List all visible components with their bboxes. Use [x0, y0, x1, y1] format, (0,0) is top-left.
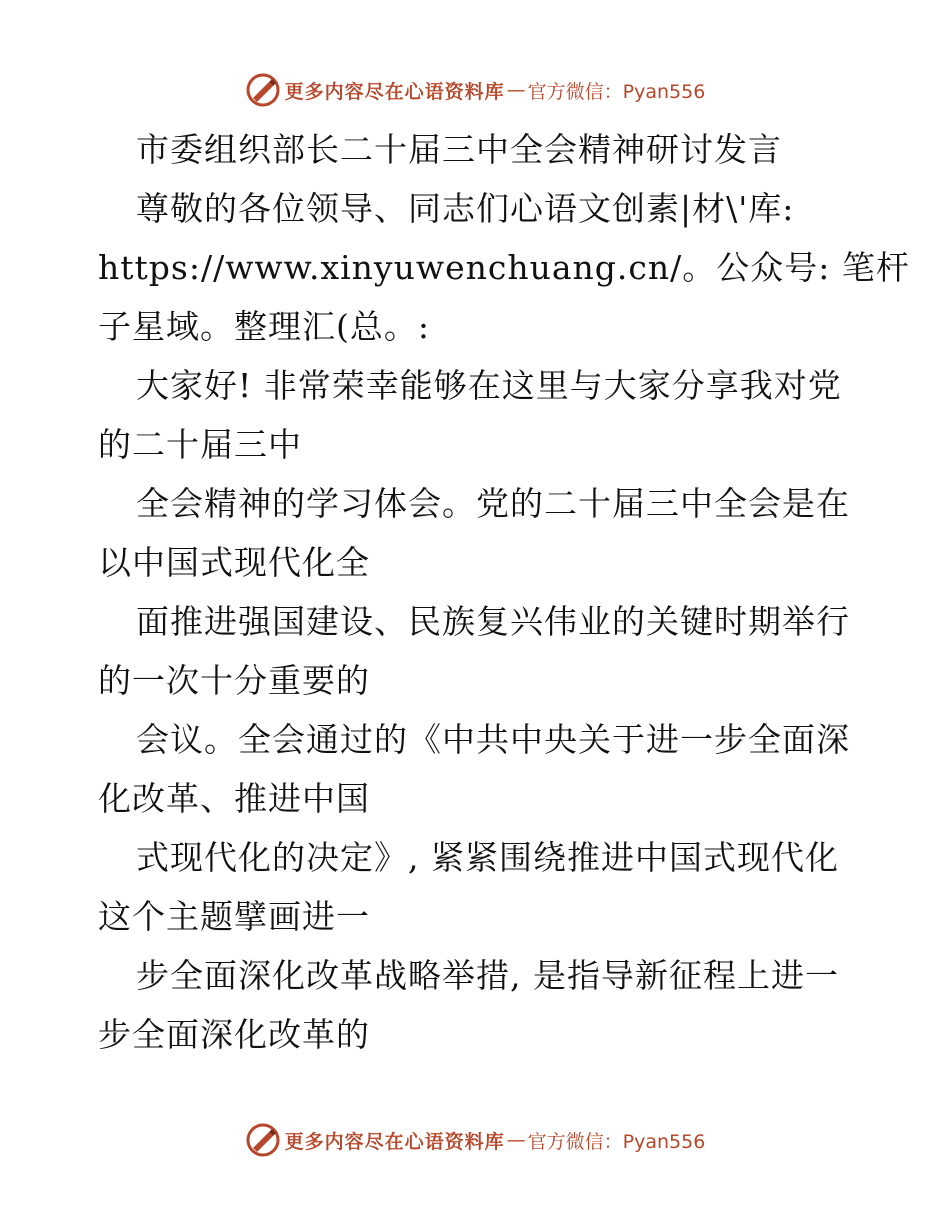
text-line: 会议。全会通过的《中共中央关于进一步全面深 [136, 720, 850, 759]
pen-logo-icon [245, 1122, 281, 1158]
banner-dash: — [506, 1129, 526, 1151]
text-line: 步全面深化改革的 [98, 1015, 370, 1054]
pen-logo-icon [245, 72, 281, 108]
text-line: 的一次十分重要的 [98, 661, 370, 700]
text-line: 以中国式现代化全 [98, 543, 370, 582]
banner-dash: — [506, 79, 526, 101]
text-line: https://www.xinyuwenchuang.cn/。公众号: 笔杆 [98, 248, 910, 287]
header-banner [0, 70, 950, 110]
text-line: 步全面深化改革战略举措, 是指导新征程上进一 [136, 956, 839, 995]
banner-wechat-text: 官方微信：Pyan556 [527, 80, 706, 103]
text-line: 这个主题擘画进一 [98, 897, 370, 936]
banner-site-text: 更多内容尽在心语资料库 [284, 80, 505, 103]
document-title: 市委组织部长二十届三中全会精神研讨发言 [136, 130, 782, 169]
text-line: 式现代化的决定》, 紧紧围绕推进中国式现代化 [136, 838, 839, 877]
text-line: 子星域。整理汇(总。: [98, 307, 430, 346]
text-line: 大家好! 非常荣幸能够在这里与大家分享我对党 [136, 366, 842, 405]
banner-wechat-text: 官方微信：Pyan556 [527, 1130, 706, 1153]
banner-site-text: 更多内容尽在心语资料库 [284, 1130, 505, 1153]
text-line: 化改革、推进中国 [98, 779, 370, 818]
text-line: 的二十届三中 [98, 425, 302, 464]
document-body [98, 120, 910, 1064]
footer-banner [0, 1120, 950, 1160]
text-line: 面推进强国建设、民族复兴伟业的关键时期举行 [136, 602, 850, 641]
text-line: 尊敬的各位领导、同志们心语文创素|材\'库: [136, 189, 795, 228]
text-line: 全会精神的学习体会。党的二十届三中全会是在 [136, 484, 850, 523]
